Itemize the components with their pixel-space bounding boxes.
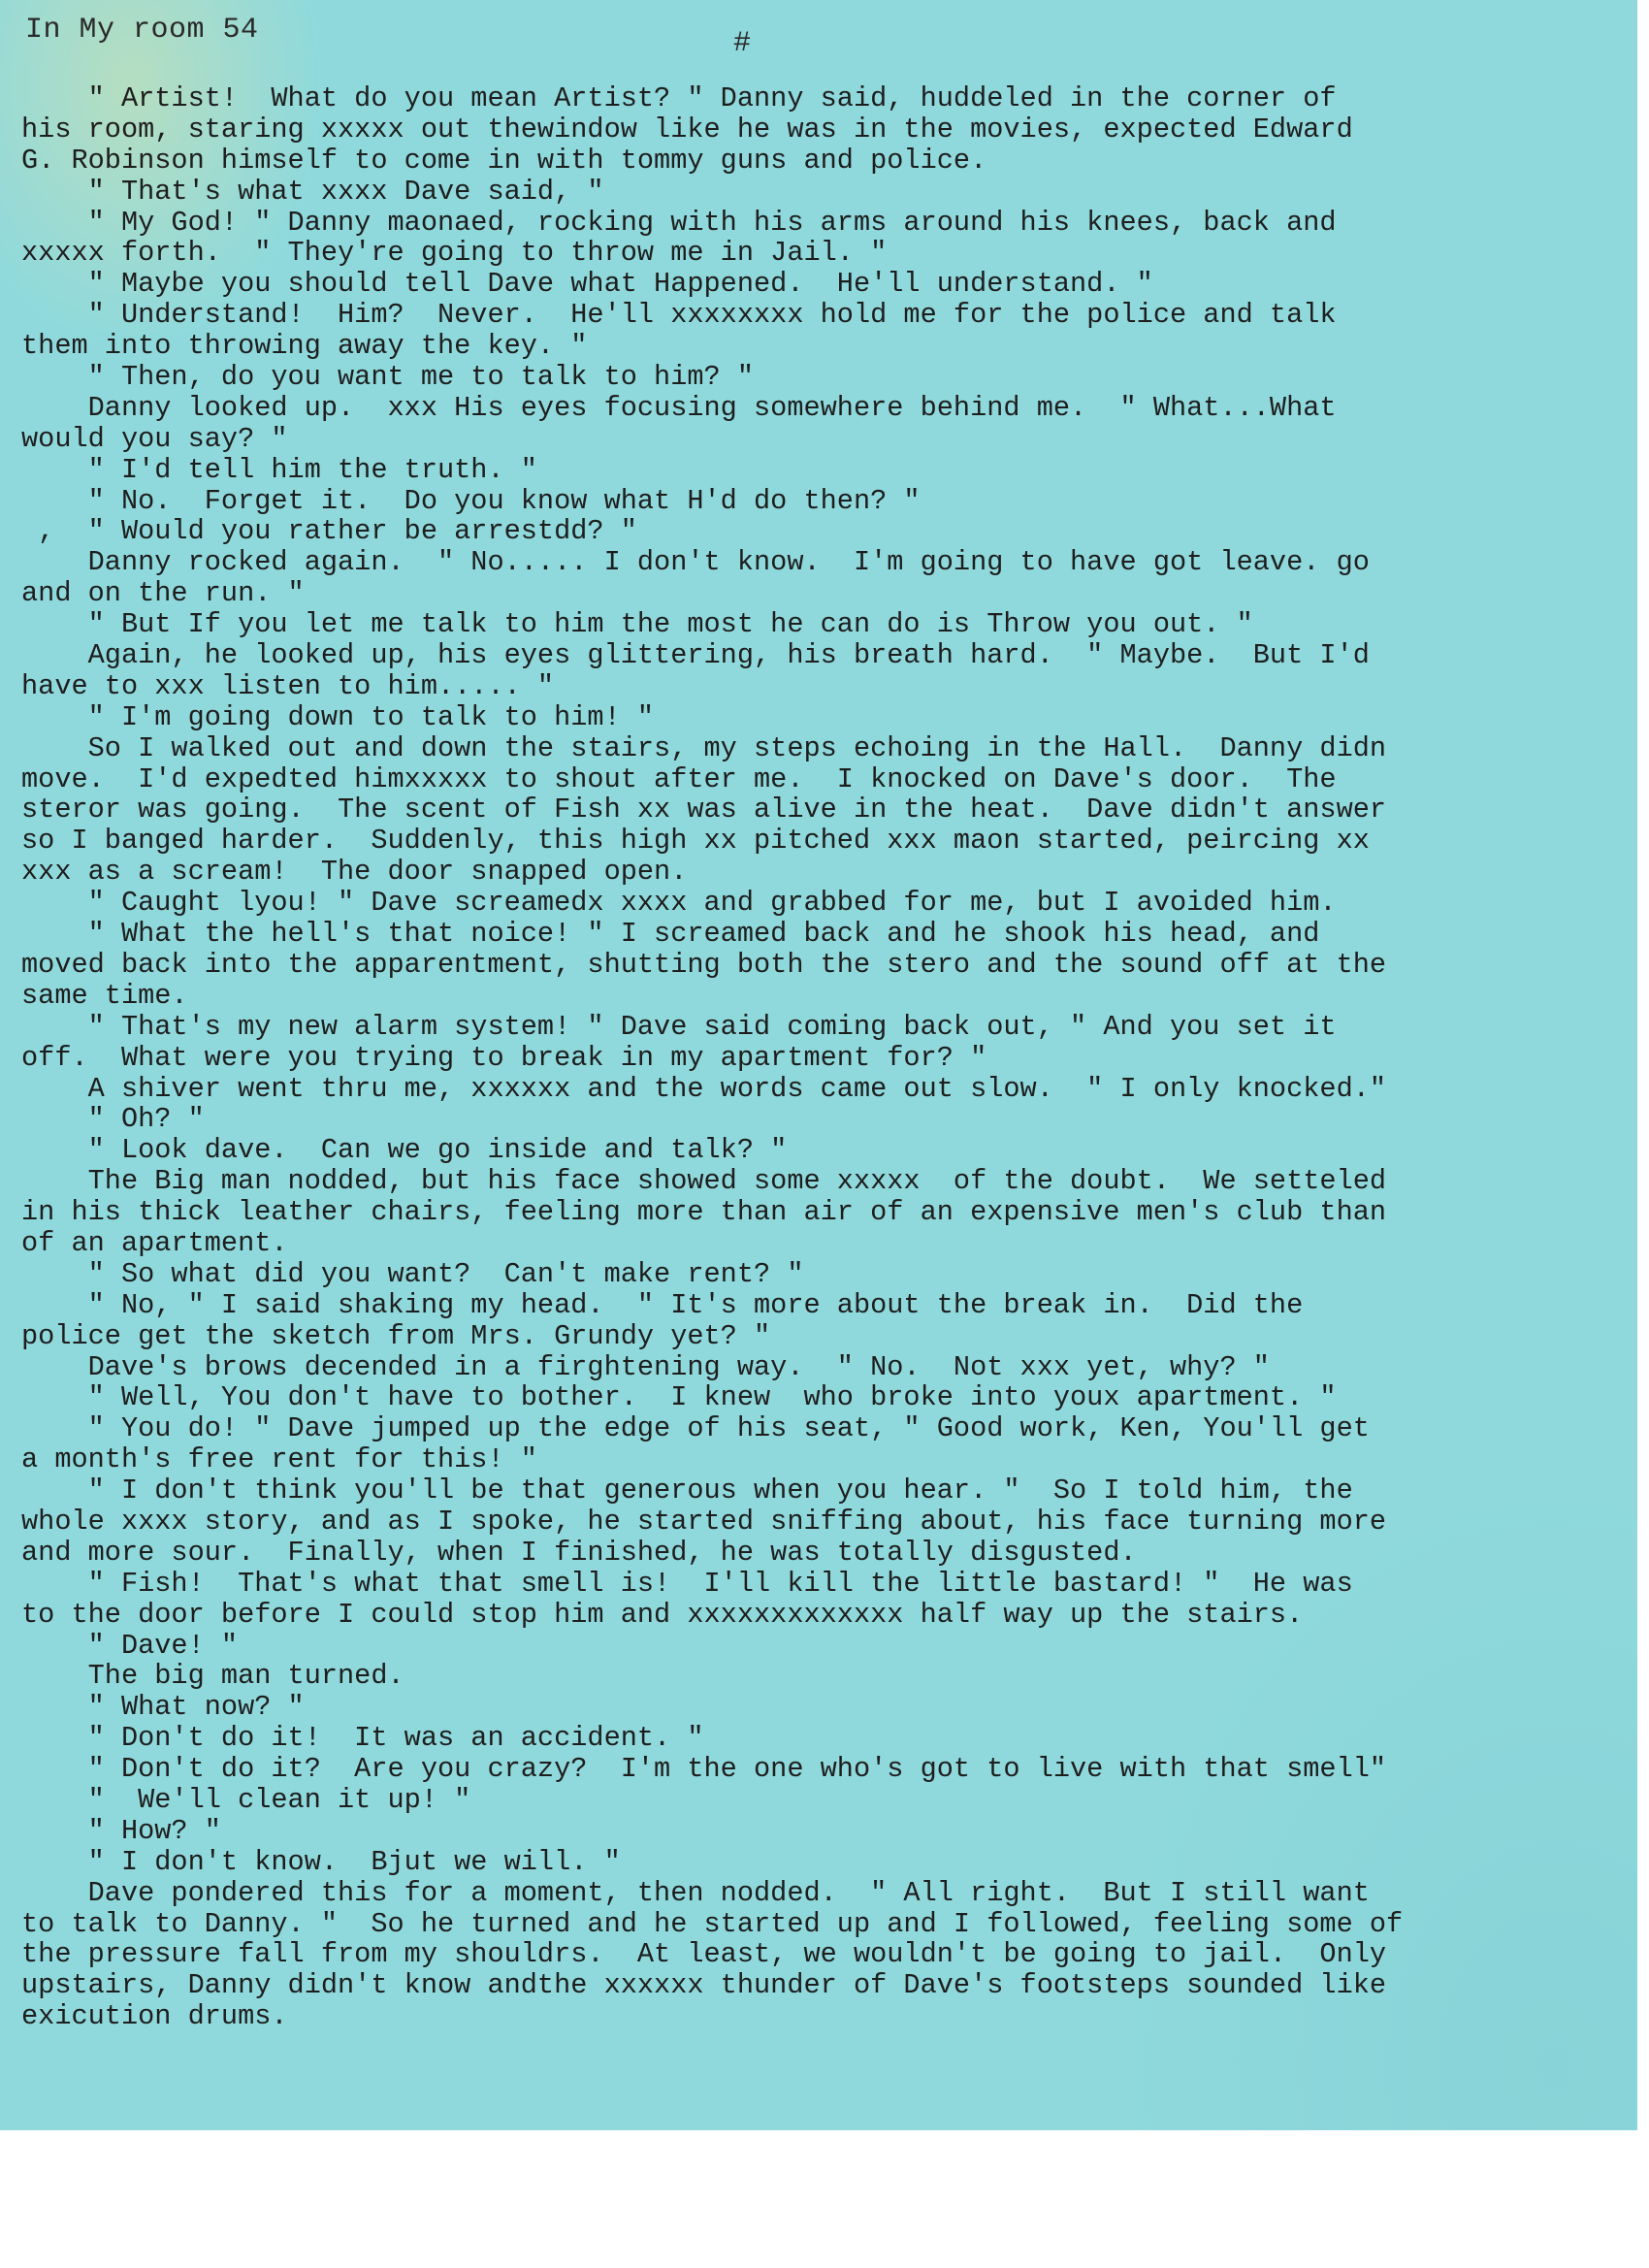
text-line: " What now? " bbox=[21, 1691, 305, 1724]
text-line: and more sour. Finally, when I finished, he was totally disgusted. bbox=[21, 1536, 1137, 1569]
text-line: Danny rocked again. " No..... I don't know. I'm going to have got leave. go bbox=[21, 546, 1370, 579]
text-line: " Well, You don't have to bother. I knew who broke into youx apartment. " bbox=[21, 1381, 1337, 1414]
text-line: " Artist! What do you mean Artist? " Danny said, huddeled in the corner of bbox=[21, 82, 1337, 114]
text-line: Dave's brows decended in a firghtening way. " No. Not xxx yet, why? " bbox=[21, 1350, 1270, 1383]
text-line: " But If you let me talk to him the most he can do is Throw you out. " bbox=[21, 608, 1253, 641]
text-line: moved back into the apparentment, shutting both the stero and the sound off at the bbox=[21, 948, 1387, 981]
text-line: to the door before I could stop him and xxxxxxxxxxxxx half way up the stairs. bbox=[21, 1598, 1304, 1631]
text-line: move. I'd expedted himxxxxx to shout after me. I knocked on Dave's door. The bbox=[21, 762, 1337, 795]
text-line: a month's free rent for this! " bbox=[21, 1443, 537, 1476]
text-line: upstairs, Danny didn't know andthe xxxxxx thunder of Dave's footsteps sounded like bbox=[21, 1969, 1387, 2002]
text-line: Danny looked up. xxx His eyes focusing somewhere behind me. " What...What bbox=[21, 391, 1337, 424]
text-line: " What the hell's that noice! " I screamed back and he shook his head, and bbox=[21, 918, 1320, 951]
text-line: " How? " bbox=[21, 1814, 221, 1847]
text-line: A shiver went thru me, xxxxxx and the words came out slow. " I only knocked." bbox=[21, 1072, 1387, 1105]
text-line: and on the run. " bbox=[21, 577, 305, 610]
text-line: of an apartment. bbox=[21, 1226, 288, 1259]
text-line: " We'll clean it up! " bbox=[21, 1783, 471, 1816]
text-line: Again, he looked up, his eyes glittering, his breath hard. " Maybe. But I'd bbox=[21, 639, 1370, 672]
text-line: " Maybe you should tell Dave what Happened. He'll understand. " bbox=[21, 268, 1153, 301]
text-line: whole xxxx story, and as I spoke, he started sniffing about, his face turning more bbox=[21, 1505, 1387, 1538]
text-line: the pressure fall from my shouldrs. At least, we wouldn't be going to jail. Only bbox=[21, 1938, 1387, 1971]
text-line: " Understand! Him? Never. He'll xxxxxxxx hold me for the police and talk bbox=[21, 299, 1337, 332]
text-line: " No. Forget it. Do you know what H'd do then? " bbox=[21, 484, 921, 517]
text-line: So I walked out and down the stairs, my steps echoing in the Hall. Danny didn bbox=[21, 731, 1387, 764]
text-line: would you say? " bbox=[21, 422, 288, 455]
text-line: them into throwing away the key. " bbox=[21, 330, 588, 363]
section-mark: # bbox=[733, 27, 752, 60]
text-line: steror was going. The scent of Fish xx was alive in the heat. Dave didn't answer bbox=[21, 794, 1387, 826]
text-line: " You do! " Dave jumped up the edge of his seat, " Good work, Ken, You'll get bbox=[21, 1412, 1370, 1445]
page-header: In My room 54 bbox=[25, 14, 259, 47]
text-line: " Caught lyou! " Dave screamedx xxxx and grabbed for me, but I avoided him. bbox=[21, 887, 1337, 920]
text-line: so I banged harder. Suddenly, this high xx pitched xxx maon started, peircing xx bbox=[21, 825, 1370, 858]
text-line: G. Robinson himself to come in with tommy guns and police. bbox=[21, 144, 987, 177]
paper-margin bbox=[1637, 0, 1649, 2130]
text-line: his room, staring xxxxx out thewindow like he was in the movies, expected Edward bbox=[21, 113, 1353, 146]
text-line: " I'm going down to talk to him! " bbox=[21, 700, 655, 733]
text-line: " Oh? " bbox=[21, 1103, 205, 1136]
text-line: " Then, do you want me to talk to him? " bbox=[21, 361, 754, 394]
text-line: xxx as a scream! The door snapped open. bbox=[21, 856, 688, 889]
text-line: " Don't do it? Are you crazy? I'm the one who's got to live with that smell" bbox=[21, 1753, 1387, 1786]
text-line: " Look dave. Can we go inside and talk? " bbox=[21, 1134, 788, 1167]
text-line: off. What were you trying to break in my apartment for? " bbox=[21, 1041, 987, 1074]
text-line: " Don't do it! It was an accident. " bbox=[21, 1722, 704, 1755]
text-line: The big man turned. bbox=[21, 1660, 404, 1693]
text-line: " No, " I said shaking my head. " It's more about the break in. Did the bbox=[21, 1288, 1304, 1321]
text-line: " My God! " Danny maonaed, rocking with his arms around his knees, back and bbox=[21, 206, 1337, 239]
text-line: xxxxx forth. " They're going to throw me in Jail. " bbox=[21, 237, 888, 270]
text-line: " That's what xxxx Dave said, " bbox=[21, 175, 604, 208]
text-line: " Dave! " bbox=[21, 1629, 239, 1662]
text-line: Dave pondered this for a moment, then nodded. " All right. But I still want bbox=[21, 1876, 1370, 1909]
text-line: , " Would you rather be arrestdd? " bbox=[21, 515, 637, 548]
text-line: to talk to Danny. " So he turned and he started up and I followed, feeling some of bbox=[21, 1907, 1404, 1940]
text-line: same time. bbox=[21, 979, 188, 1012]
text-line: " I don't know. Bjut we will. " bbox=[21, 1845, 621, 1878]
text-line: police get the sketch from Mrs. Grundy yet? " bbox=[21, 1319, 771, 1352]
text-line: have to xxx listen to him..... " bbox=[21, 669, 555, 702]
text-line: The Big man nodded, but his face showed some xxxxx of the doubt. We setteled bbox=[21, 1165, 1387, 1198]
text-line: " So what did you want? Can't make rent? " bbox=[21, 1257, 804, 1290]
text-line: " That's my new alarm system! " Dave said coming back out, " And you set it bbox=[21, 1010, 1337, 1043]
story-text bbox=[21, 83, 1612, 2032]
text-line: " I don't think you'll be that generous when you hear. " So I told him, the bbox=[21, 1474, 1353, 1507]
text-line: exicution drums. bbox=[21, 2000, 288, 2033]
text-line: in his thick leather chairs, feeling more than air of an expensive men's club than bbox=[21, 1196, 1387, 1229]
text-line: " Fish! That's what that smell is! I'll kill the little bastard! " He was bbox=[21, 1567, 1353, 1600]
text-line: " I'd tell him the truth. " bbox=[21, 453, 537, 486]
